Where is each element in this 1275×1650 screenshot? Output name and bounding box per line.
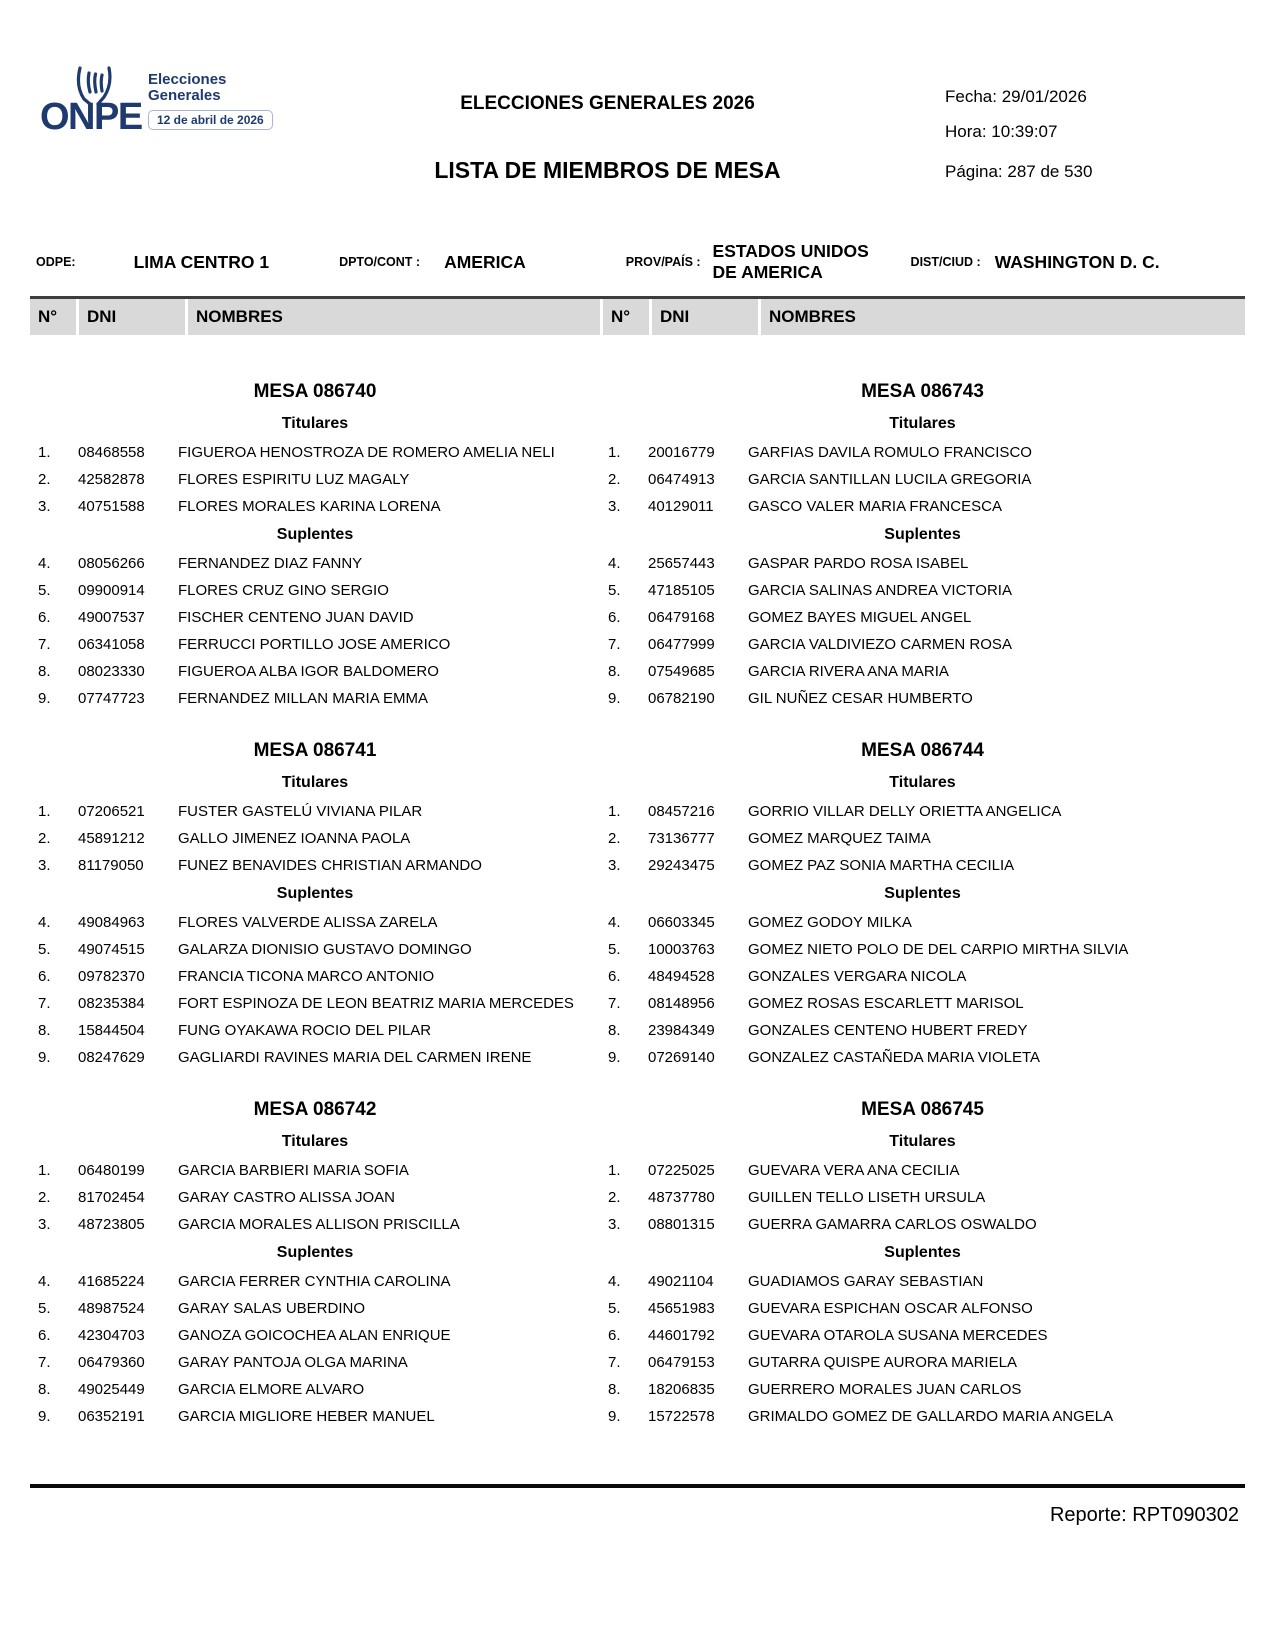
member-name: FUSTER GASTELÚ VIVIANA PILAR — [178, 803, 423, 820]
location-row — [0, 236, 1275, 288]
mesa-block — [30, 381, 600, 706]
member-name: GUILLEN TELLO LISETH URSULA — [748, 1189, 986, 1206]
member-name: GARCIA MORALES ALLISON PRISCILLA — [178, 1216, 460, 1233]
member-dni: 49007537 — [78, 609, 145, 626]
member-row — [30, 942, 600, 957]
member-dni: 06782190 — [648, 690, 715, 707]
member-name: GARCIA RIVERA ANA MARIA — [748, 663, 949, 680]
member-name: GONZALES CENTENO HUBERT FREDY — [748, 1022, 1028, 1039]
member-name: GARFIAS DAVILA ROMULO FRANCISCO — [748, 444, 1032, 461]
mesa-column-left — [30, 381, 600, 1458]
member-name: GOMEZ ROSAS ESCARLETT MARISOL — [748, 995, 1024, 1012]
member-name: FERRUCCI PORTILLO JOSE AMERICO — [178, 636, 451, 653]
member-dni: 25657443 — [648, 555, 715, 572]
onpe-wordmark: ONPE — [40, 96, 142, 138]
mesa-block — [30, 1099, 600, 1424]
member-name: GONZALES VERGARA NICOLA — [748, 968, 967, 985]
prov-value: ESTADOS UNIDOS DE AMERICA — [712, 241, 869, 282]
member-row — [600, 583, 1245, 598]
member-dni: 07549685 — [648, 663, 715, 680]
member-dni: 41685224 — [78, 1273, 145, 1290]
odpe-label: ODPE: — [36, 255, 76, 269]
onpe-logo-text — [148, 72, 273, 130]
member-dni: 15722578 — [648, 1408, 715, 1425]
member-number: 4. — [38, 914, 51, 931]
titulares-label: Titulares — [281, 415, 349, 432]
member-row — [600, 996, 1245, 1011]
suplentes-label: Suplentes — [276, 526, 354, 543]
member-number: 6. — [608, 968, 621, 985]
mesa-title: MESA 086745 — [861, 1099, 984, 1120]
member-number: 7. — [608, 1354, 621, 1371]
titulares-label: Titulares — [281, 1133, 349, 1150]
member-dni: 06479360 — [78, 1354, 145, 1371]
member-number: 5. — [38, 1300, 51, 1317]
table-header-left — [30, 299, 600, 335]
member-dni: 08801315 — [648, 1216, 715, 1233]
member-name: GUEVARA ESPICHAN OSCAR ALFONSO — [748, 1300, 1033, 1317]
member-dni: 09900914 — [78, 582, 145, 599]
member-number: 2. — [608, 1189, 621, 1206]
member-number: 7. — [38, 995, 51, 1012]
col-num-header: N° — [603, 299, 649, 335]
member-row — [30, 1023, 600, 1038]
member-name: GUERRA GAMARRA CARLOS OSWALDO — [748, 1216, 1037, 1233]
member-name: GALARZA DIONISIO GUSTAVO DOMINGO — [178, 941, 472, 958]
member-row — [600, 969, 1245, 984]
member-number: 7. — [38, 1354, 51, 1371]
member-dni: 49021104 — [648, 1273, 714, 1290]
member-name: FUNG OYAKAWA ROCIO DEL PILAR — [178, 1022, 432, 1039]
member-row — [30, 1274, 600, 1289]
member-dni: 08468558 — [78, 444, 145, 461]
member-name: GUERRERO MORALES JUAN CARLOS — [748, 1381, 1022, 1398]
mesa-column-right — [600, 381, 1245, 1458]
member-number: 1. — [608, 1162, 621, 1179]
member-row — [30, 858, 600, 873]
member-dni: 40129011 — [648, 498, 714, 515]
member-number: 2. — [608, 830, 621, 847]
report-code: Reporte: RPT090302 — [1049, 1504, 1239, 1526]
member-number: 4. — [38, 555, 51, 572]
logo-generales-text: Generales — [148, 87, 221, 104]
member-number: 3. — [608, 857, 621, 874]
member-name: FIGUEROA HENOSTROZA DE ROMERO AMELIA NELI — [178, 444, 555, 461]
member-dni: 15844504 — [78, 1022, 145, 1039]
member-dni: 06352191 — [78, 1408, 145, 1425]
logo-date-badge: 12 de abril de 2026 — [148, 110, 273, 130]
member-number: 7. — [38, 636, 51, 653]
member-dni: 47185105 — [648, 582, 715, 599]
member-row — [600, 1355, 1245, 1370]
logo-elecciones-text: Elecciones — [148, 71, 227, 88]
member-name: GARCIA VALDIVIEZO CARMEN ROSA — [748, 636, 1012, 653]
member-row — [30, 610, 600, 625]
dpto-value: AMERICA — [444, 251, 526, 272]
member-dni: 08247629 — [78, 1049, 145, 1066]
member-number: 8. — [608, 1022, 621, 1039]
col-nombres-header: NOMBRES — [188, 299, 600, 335]
member-name: GUTARRA QUISPE AURORA MARIELA — [748, 1354, 1017, 1371]
page-title: ELECCIONES GENERALES 2026 — [460, 93, 755, 114]
member-number: 5. — [38, 582, 51, 599]
member-number: 5. — [38, 941, 51, 958]
member-name: FERNANDEZ MILLAN MARIA EMMA — [178, 690, 429, 707]
member-number: 2. — [38, 471, 51, 488]
mesa-block — [30, 740, 600, 1065]
member-dni: 06480199 — [78, 1162, 145, 1179]
member-name: FLORES VALVERDE ALISSA ZARELA — [178, 914, 438, 931]
member-number: 6. — [38, 1327, 51, 1344]
member-dni: 23984349 — [648, 1022, 715, 1039]
member-number: 1. — [608, 803, 621, 820]
member-number: 7. — [608, 636, 621, 653]
member-dni: 49025449 — [78, 1381, 145, 1398]
mesa-block — [600, 740, 1245, 1065]
member-dni: 06341058 — [78, 636, 145, 653]
member-number: 3. — [38, 857, 51, 874]
member-row — [600, 691, 1245, 706]
member-number: 9. — [38, 1408, 51, 1425]
titulares-label: Titulares — [281, 774, 349, 791]
member-name: FUNEZ BENAVIDES CHRISTIAN ARMANDO — [178, 857, 482, 874]
member-dni: 06474913 — [648, 471, 715, 488]
member-row — [600, 499, 1245, 514]
mesa-title: MESA 086744 — [861, 740, 984, 761]
member-name: FISCHER CENTENO JUAN DAVID — [178, 609, 414, 626]
member-dni: 08056266 — [78, 555, 145, 572]
member-number: 6. — [38, 968, 51, 985]
member-row — [600, 664, 1245, 679]
member-row — [30, 583, 600, 598]
member-name: GUADIAMOS GARAY SEBASTIAN — [748, 1273, 984, 1290]
dist-value: WASHINGTON D. C. — [994, 251, 1160, 272]
member-row — [30, 1301, 600, 1316]
member-number: 9. — [608, 1408, 621, 1425]
member-row — [600, 1382, 1245, 1397]
member-row — [30, 1355, 600, 1370]
report-header — [0, 62, 1275, 192]
member-dni: 48723805 — [78, 1216, 145, 1233]
page-subtitle: LISTA DE MIEMBROS DE MESA — [434, 157, 781, 183]
member-dni: 06603345 — [648, 914, 715, 931]
member-dni: 40751588 — [78, 498, 145, 515]
member-number: 1. — [38, 803, 51, 820]
member-number: 8. — [608, 663, 621, 680]
member-name: GOMEZ NIETO POLO DE DEL CARPIO MIRTHA SILVIA — [748, 941, 1129, 958]
member-row — [30, 691, 600, 706]
member-name: GASPAR PARDO ROSA ISABEL — [748, 555, 969, 572]
mesa-block — [600, 1099, 1245, 1424]
mesa-title: MESA 086741 — [253, 740, 377, 761]
member-number: 1. — [38, 444, 51, 461]
member-name: GARCIA ELMORE ALVARO — [178, 1381, 365, 1398]
member-dni: 81702454 — [78, 1189, 145, 1206]
member-name: FIGUEROA ALBA IGOR BALDOMERO — [178, 663, 439, 680]
member-name: GARCIA FERRER CYNTHIA CAROLINA — [178, 1273, 451, 1290]
member-name: FRANCIA TICONA MARCO ANTONIO — [178, 968, 435, 985]
col-num-header: N° — [30, 299, 76, 335]
member-name: GONZALEZ CASTAÑEDA MARIA VIOLETA — [748, 1049, 1041, 1066]
member-row — [30, 472, 600, 487]
member-dni: 06477999 — [648, 636, 715, 653]
titulares-label: Titulares — [889, 774, 956, 791]
member-row — [600, 831, 1245, 846]
member-name: FLORES ESPIRITU LUZ MAGALY — [178, 471, 410, 488]
member-dni: 08148956 — [648, 995, 715, 1012]
member-row — [600, 610, 1245, 625]
member-row — [30, 637, 600, 652]
member-number: 5. — [608, 941, 621, 958]
member-name: GOMEZ BAYES MIGUEL ANGEL — [748, 609, 972, 626]
member-number: 1. — [38, 1162, 51, 1179]
member-dni: 73136777 — [648, 830, 715, 847]
member-number: 4. — [608, 914, 621, 931]
member-name: FLORES CRUZ GINO SERGIO — [178, 582, 389, 599]
titulares-label: Titulares — [889, 1133, 956, 1150]
pagina-text: Página: 287 de 530 — [945, 162, 1093, 181]
member-dni: 08457216 — [648, 803, 715, 820]
member-number: 4. — [608, 1273, 621, 1290]
member-number: 8. — [608, 1381, 621, 1398]
mesa-columns — [0, 381, 1275, 1458]
member-row — [600, 858, 1245, 873]
member-number: 8. — [38, 1022, 51, 1039]
col-nombres-header: NOMBRES — [761, 299, 1245, 335]
member-name: GUEVARA VERA ANA CECILIA — [748, 1162, 960, 1179]
member-row — [600, 445, 1245, 460]
member-row — [600, 472, 1245, 487]
member-row — [30, 969, 600, 984]
member-dni: 08235384 — [78, 995, 145, 1012]
member-row — [600, 804, 1245, 819]
member-number: 6. — [608, 1327, 621, 1344]
member-number: 5. — [608, 1300, 621, 1317]
member-dni: 48987524 — [78, 1300, 145, 1317]
member-number: 2. — [608, 471, 621, 488]
member-dni: 42582878 — [78, 471, 145, 488]
member-name: GRIMALDO GOMEZ DE GALLARDO MARIA ANGELA — [748, 1408, 1114, 1425]
titulares-label: Titulares — [889, 415, 956, 432]
member-row — [600, 1409, 1245, 1424]
suplentes-label: Suplentes — [276, 885, 354, 902]
member-dni: 29243475 — [648, 857, 715, 874]
member-dni: 06479168 — [648, 609, 715, 626]
member-row — [30, 445, 600, 460]
member-dni: 07206521 — [78, 803, 145, 820]
member-dni: 48494528 — [648, 968, 715, 985]
member-name: GIL NUÑEZ CESAR HUMBERTO — [748, 690, 973, 707]
mesa-block — [600, 381, 1245, 706]
member-row — [600, 1050, 1245, 1065]
member-name: FERNANDEZ DIAZ FANNY — [178, 555, 363, 572]
member-name: GOMEZ GODOY MILKA — [748, 914, 912, 931]
member-dni: 45651983 — [648, 1300, 715, 1317]
member-row — [30, 996, 600, 1011]
member-name: GOMEZ MARQUEZ TAIMA — [748, 830, 931, 847]
member-number: 9. — [38, 690, 51, 707]
member-row — [30, 1409, 600, 1424]
onpe-logo — [30, 62, 270, 192]
member-number: 3. — [608, 498, 621, 515]
member-name: GARAY SALAS UBERDINO — [178, 1300, 366, 1317]
suplentes-label: Suplentes — [884, 1244, 961, 1261]
member-name: GASCO VALER MARIA FRANCESCA — [748, 498, 1002, 515]
header-meta — [945, 62, 1245, 192]
member-dni: 09782370 — [78, 968, 145, 985]
member-name: GORRIO VILLAR DELLY ORIETTA ANGELICA — [748, 803, 1062, 820]
fecha-text: Fecha: 29/01/2026 — [945, 87, 1087, 106]
member-dni: 08023330 — [78, 663, 145, 680]
member-number: 8. — [38, 663, 51, 680]
member-row — [600, 1274, 1245, 1289]
member-number: 2. — [38, 1189, 51, 1206]
member-row — [600, 1023, 1245, 1038]
member-name: GALLO JIMENEZ IOANNA PAOLA — [178, 830, 411, 847]
member-row — [600, 1163, 1245, 1178]
member-number: 4. — [608, 555, 621, 572]
member-number: 6. — [608, 609, 621, 626]
member-row — [600, 1217, 1245, 1232]
member-number: 1. — [608, 444, 621, 461]
member-row — [30, 804, 600, 819]
odpe-value: LIMA CENTRO 1 — [133, 251, 270, 272]
member-number: 9. — [608, 1049, 621, 1066]
member-dni: 44601792 — [648, 1327, 715, 1344]
member-row — [600, 915, 1245, 930]
member-name: GOMEZ PAZ SONIA MARTHA CECILIA — [748, 857, 1015, 874]
member-row — [600, 1190, 1245, 1205]
member-dni: 06479153 — [648, 1354, 715, 1371]
member-number: 3. — [38, 1216, 51, 1233]
member-row — [600, 637, 1245, 652]
prov-label: PROV/PAÍS : — [625, 255, 701, 269]
mesa-title: MESA 086743 — [861, 381, 984, 402]
table-header-band — [30, 296, 1245, 335]
suplentes-label: Suplentes — [276, 1244, 354, 1261]
member-number: 8. — [38, 1381, 51, 1398]
member-row — [30, 664, 600, 679]
member-dni: 45891212 — [78, 830, 145, 847]
member-number: 6. — [38, 609, 51, 626]
member-number: 9. — [608, 690, 621, 707]
member-number: 9. — [38, 1049, 51, 1066]
member-name: GUEVARA OTAROLA SUSANA MERCEDES — [748, 1327, 1048, 1344]
member-dni: 42304703 — [78, 1327, 145, 1344]
mesa-title: MESA 086740 — [253, 381, 377, 402]
member-number: 3. — [608, 1216, 621, 1233]
member-row — [30, 915, 600, 930]
member-number: 5. — [608, 582, 621, 599]
col-dni-header: DNI — [652, 299, 758, 335]
member-dni: 81179050 — [78, 857, 144, 874]
member-dni: 07747723 — [78, 690, 145, 707]
member-name: GARAY PANTOJA OLGA MARINA — [178, 1354, 408, 1371]
member-dni: 10003763 — [648, 941, 715, 958]
member-dni: 48737780 — [648, 1189, 715, 1206]
member-row — [600, 1301, 1245, 1316]
member-dni: 49074515 — [78, 941, 145, 958]
member-row — [30, 499, 600, 514]
member-row — [30, 1328, 600, 1343]
member-name: GARCIA MIGLIORE HEBER MANUEL — [178, 1408, 435, 1425]
member-row — [30, 1163, 600, 1178]
member-row — [30, 1382, 600, 1397]
member-name: GARCIA SANTILLAN LUCILA GREGORIA — [748, 471, 1032, 488]
member-number: 7. — [608, 995, 621, 1012]
member-row — [30, 1190, 600, 1205]
col-dni-header: DNI — [79, 299, 185, 335]
member-number: 2. — [38, 830, 51, 847]
member-dni: 07225025 — [648, 1162, 715, 1179]
hora-text: Hora: 10:39:07 — [945, 122, 1058, 141]
member-row — [600, 556, 1245, 571]
member-row — [30, 831, 600, 846]
suplentes-label: Suplentes — [884, 526, 961, 543]
member-name: GANOZA GOICOCHEA ALAN ENRIQUE — [178, 1327, 451, 1344]
dpto-label: DPTO/CONT : — [339, 255, 421, 269]
member-name: GARCIA SALINAS ANDREA VICTORIA — [748, 582, 1012, 599]
member-dni: 07269140 — [648, 1049, 715, 1066]
member-name: GARCIA BARBIERI MARIA SOFIA — [178, 1162, 409, 1179]
member-dni: 49084963 — [78, 914, 145, 931]
member-number: 3. — [38, 498, 51, 515]
dist-label: DIST/CIUD : — [910, 255, 981, 269]
suplentes-label: Suplentes — [884, 885, 961, 902]
member-row — [30, 1217, 600, 1232]
member-dni: 18206835 — [648, 1381, 715, 1398]
footer-rule — [30, 1484, 1245, 1488]
member-dni: 20016779 — [648, 444, 715, 461]
mesa-title: MESA 086742 — [253, 1099, 377, 1120]
member-row — [30, 556, 600, 571]
member-row — [600, 942, 1245, 957]
header-titles — [270, 62, 945, 192]
member-name: FLORES MORALES KARINA LORENA — [178, 498, 441, 515]
member-number: 4. — [38, 1273, 51, 1290]
table-header-right — [603, 299, 1245, 335]
member-name: GAGLIARDI RAVINES MARIA DEL CARMEN IRENE — [178, 1049, 532, 1066]
member-row — [30, 1050, 600, 1065]
member-name: GARAY CASTRO ALISSA JOAN — [178, 1189, 396, 1206]
member-row — [600, 1328, 1245, 1343]
member-name: FORT ESPINOZA DE LEON BEATRIZ MARIA MERCEDES — [178, 995, 574, 1012]
